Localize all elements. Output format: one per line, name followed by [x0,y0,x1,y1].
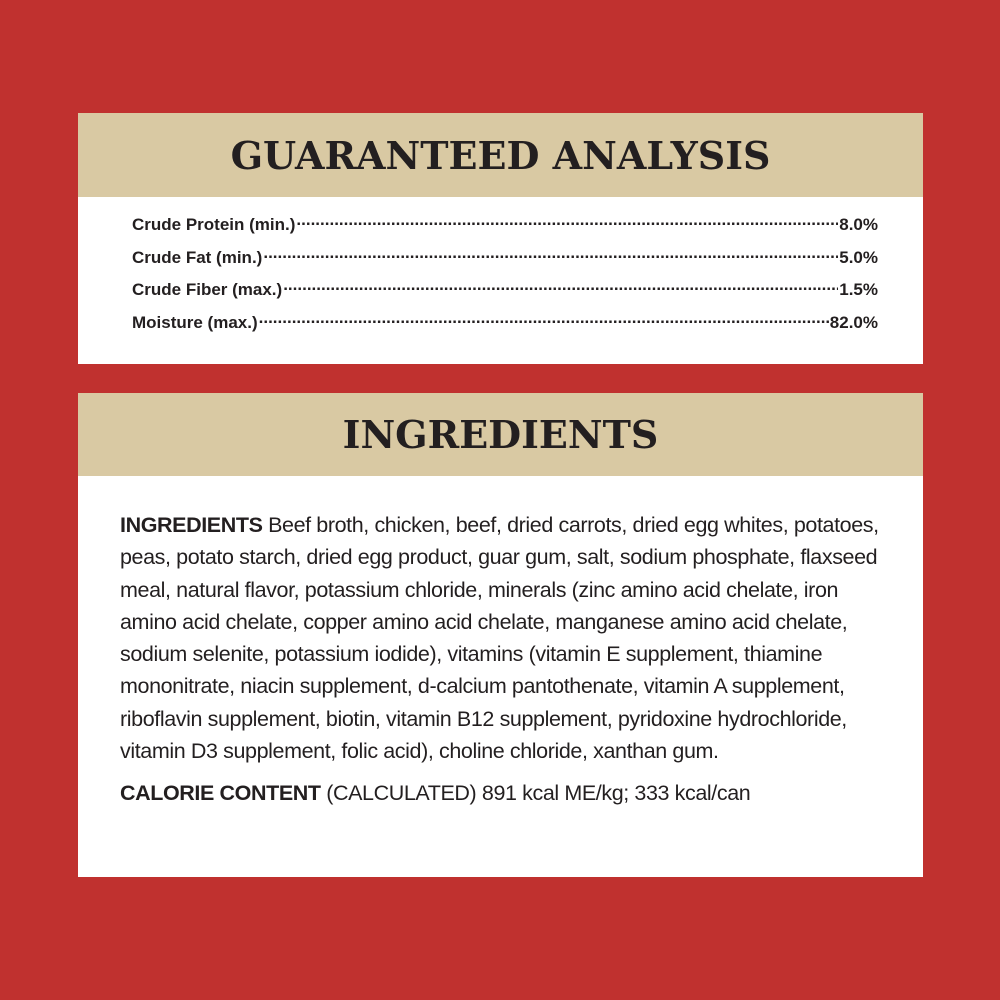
ingredients-panel [78,393,923,877]
analysis-value: 8.0% [839,215,878,234]
analysis-row-crude-fiber [132,278,878,311]
dot-leader [296,213,838,230]
guaranteed-analysis-panel [78,113,923,364]
analysis-label: Crude Fiber (max.) [132,280,283,299]
guaranteed-analysis-title: GUARANTEED ANALYSIS [230,132,771,178]
analysis-label: Moisture (max.) [132,312,258,332]
analysis-value: 1.5% [839,280,878,299]
dot-leader [283,278,838,295]
analysis-label: Crude Protein (min.) [132,215,296,234]
analysis-row-moisture [132,311,878,344]
dot-leader [263,246,838,263]
analysis-row-crude-fat [132,246,878,279]
analysis-value: 5.0% [839,247,878,267]
ingredients-title: INGREDIENTS [342,412,659,457]
analysis-value: 82.0% [829,312,878,332]
ingredients-body [120,509,883,810]
ingredients-paragraph [120,509,883,767]
ingredients-header [78,393,923,476]
ingredients-lead: INGREDIENTS [120,513,263,537]
calorie-content-lead: CALORIE CONTENT [120,781,321,806]
dot-leader [259,311,829,328]
analysis-label: Crude Fat (min.) [132,247,263,267]
guaranteed-analysis-header [78,113,923,197]
ingredients-text: Beef broth, chicken, beef, dried carrots, dried egg whites, potatoes, peas, potato starch, dried egg product, guar gum, salt, sodium phosphate, flaxseed meal, natural flavor, potassium chloride, minerals (zinc amino acid chelate, iron amino acid chelate, copper amino acid chelate, manganese amino acid chelate, sodium selenite, potassium iodide), vitamins (vitamin E supplement, thiamine mononitrate, niacin supplement, d-calcium pantothenate, vitamin A supplement, riboflavin supplement, biotin, vitamin B12 supplement, pyridoxine hydrochloride, vitamin D3 supplement, folic acid), choline chloride, xanthan gum. [120,513,879,764]
calorie-content-text: (CALCULATED) 891 kcal ME/kg; 333 kcal/can [320,781,751,806]
analysis-row-crude-protein [132,213,878,246]
guaranteed-analysis-list [132,213,878,343]
calorie-content-paragraph [120,777,883,809]
